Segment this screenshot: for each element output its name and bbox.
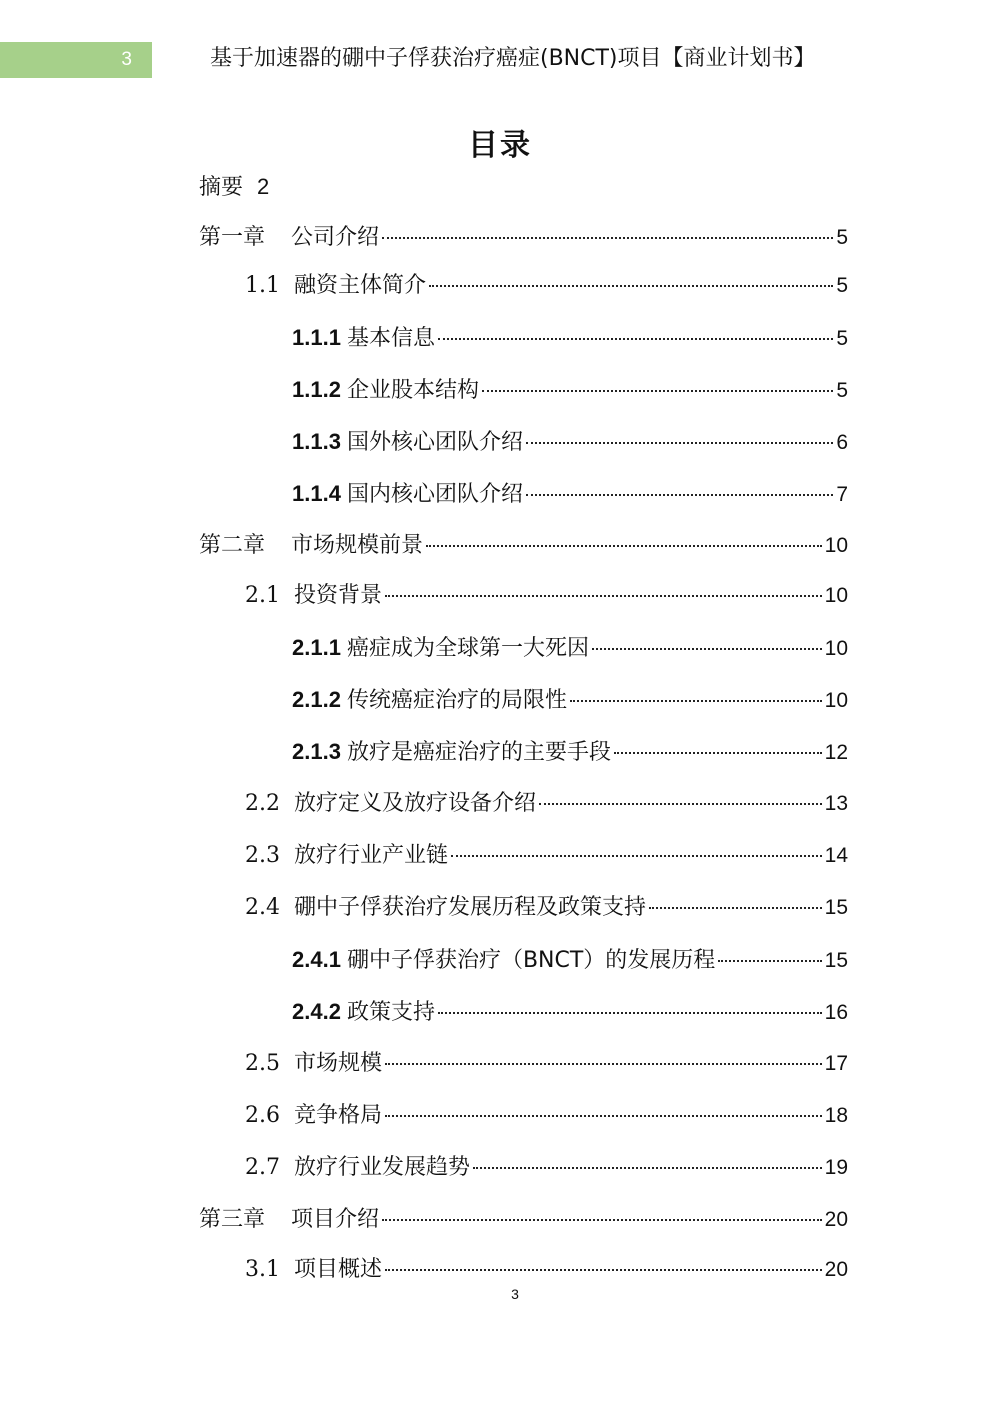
toc-entry[interactable]: [292, 996, 848, 1028]
toc-entry[interactable]: [245, 1152, 848, 1184]
toc-entry-number: 2.5: [245, 1051, 280, 1076]
toc-entry-number: 第二章: [199, 533, 266, 558]
toc-entry[interactable]: [245, 1100, 848, 1132]
toc-entry-title: 放疗定义及放疗设备介绍: [294, 791, 537, 816]
toc-entry-number: 摘要: [199, 175, 244, 200]
toc-dot-leader: [718, 960, 821, 962]
toc-dot-leader: [438, 338, 833, 340]
toc-entry-title: 竞争格局: [294, 1103, 383, 1128]
toc-entry-page: 5: [836, 274, 848, 297]
toc-dot-leader: [539, 803, 822, 805]
toc-entry-title: 2: [257, 174, 270, 199]
toc-entry[interactable]: [245, 1254, 848, 1286]
toc-entry-page: 20: [824, 1258, 848, 1281]
toc-entry[interactable]: [292, 736, 848, 768]
toc-entry[interactable]: [199, 171, 269, 203]
toc-entry-title: 公司介绍: [291, 225, 380, 250]
toc-entry[interactable]: [245, 788, 848, 820]
toc-entry[interactable]: [245, 270, 848, 302]
toc-entry-title: 放疗是癌症治疗的主要手段: [346, 740, 611, 765]
toc-entry-number: 第三章: [199, 1207, 266, 1232]
toc-entry-number: 1.1: [245, 273, 280, 298]
toc-entry-title: 政策支持: [346, 1000, 435, 1025]
toc-entry-page: 19: [824, 1156, 848, 1179]
toc-entry-number: 2.2: [245, 791, 280, 816]
toc-entry-title: 企业股本结构: [346, 378, 479, 403]
toc-entry-number: 2.3: [245, 843, 280, 868]
toc-entry-number: 1.1.1: [292, 325, 341, 350]
toc-entry[interactable]: [199, 530, 848, 562]
toc-entry-page: 15: [824, 949, 848, 972]
toc-entry-number: 2.4.2: [292, 999, 341, 1024]
toc-dot-leader: [592, 648, 822, 650]
toc-dot-leader: [385, 1115, 822, 1117]
toc-entry-title: 基本信息: [346, 326, 435, 351]
toc-entry[interactable]: [245, 580, 848, 612]
toc-entry-number: 2.6: [245, 1103, 280, 1128]
toc-entry-title: 癌症成为全球第一大死因: [346, 636, 589, 661]
toc-entry[interactable]: [199, 1204, 848, 1236]
toc-entry-title: 项目概述: [294, 1257, 383, 1282]
toc-dot-leader: [385, 595, 822, 597]
toc-entry-number: 2.1.1: [292, 635, 341, 660]
toc-entry-page: 5: [836, 327, 848, 350]
toc-entry-page: 17: [824, 1052, 848, 1075]
toc-entry-page: 7: [836, 483, 848, 506]
toc-entry-number: 2.4: [245, 895, 280, 920]
toc-dot-leader: [426, 545, 822, 547]
header-title: 基于加速器的硼中子俘获治疗癌症(BNCT)项目【商业计划书】: [210, 46, 816, 71]
toc-entry-page: 13: [824, 792, 848, 815]
toc-dot-leader: [382, 1219, 822, 1221]
toc-dot-leader: [451, 855, 822, 857]
toc-entry-number: 2.1: [245, 583, 280, 608]
toc-entry-page: 6: [836, 431, 848, 454]
toc-entry-page: 5: [836, 226, 848, 249]
toc-entry[interactable]: [292, 322, 848, 354]
toc-entry-title: 融资主体简介: [294, 273, 427, 298]
toc-dot-leader: [385, 1063, 822, 1065]
toc-title: 目录: [468, 128, 532, 163]
footer-page-number: 3: [511, 1286, 519, 1302]
toc-entry[interactable]: [292, 632, 848, 664]
toc-entry[interactable]: [199, 222, 848, 254]
toc-entry-title: 市场规模: [294, 1051, 383, 1076]
toc-dot-leader: [438, 1012, 822, 1014]
toc-entry-title: 放疗行业产业链: [294, 843, 449, 868]
toc-entry-number: 2.7: [245, 1155, 280, 1180]
toc-entry-number: 2.4.1: [292, 947, 341, 972]
toc-entry[interactable]: [292, 374, 848, 406]
toc-entry-page: 16: [824, 1001, 848, 1024]
toc-dot-leader: [482, 390, 833, 392]
toc-entry-page: 10: [824, 689, 848, 712]
toc-entry-page: 14: [824, 844, 848, 867]
toc-entry[interactable]: [292, 684, 848, 716]
toc-dot-leader: [429, 285, 833, 287]
toc-entry-title: 硼中子俘获治疗（BNCT）的发展历程: [346, 948, 716, 973]
toc-entry-title: 放疗行业发展趋势: [294, 1155, 471, 1180]
toc-entry-page: 10: [824, 534, 848, 557]
toc-entry-number: 3.1: [245, 1257, 280, 1282]
toc-entry-title: 项目介绍: [291, 1207, 380, 1232]
toc-entry[interactable]: [292, 426, 848, 458]
toc-entry-number: 2.1.2: [292, 687, 341, 712]
toc-entry[interactable]: [245, 892, 848, 924]
toc-entry-number: 1.1.4: [292, 481, 341, 506]
toc-entry[interactable]: [245, 1048, 848, 1080]
toc-entry-number: 2.1.3: [292, 739, 341, 764]
toc-entry-title: 国内核心团队介绍: [346, 482, 523, 507]
toc-dot-leader: [382, 237, 833, 239]
header-page-number: 3: [121, 49, 132, 70]
toc-entry[interactable]: [292, 944, 848, 976]
toc-dot-leader: [473, 1167, 822, 1169]
toc-entry[interactable]: [245, 840, 848, 872]
toc-entry-number: 第一章: [199, 225, 266, 250]
toc-entry-title: 传统癌症治疗的局限性: [346, 688, 567, 713]
toc-entry-page: 20: [824, 1208, 848, 1231]
toc-entry-title: 投资背景: [294, 583, 383, 608]
toc-entry-page: 15: [824, 896, 848, 919]
toc-entry-page: 18: [824, 1104, 848, 1127]
toc-entry-page: 10: [824, 584, 848, 607]
toc-entry-number: 1.1.3: [292, 429, 341, 454]
toc-entry-page: 12: [824, 741, 848, 764]
toc-dot-leader: [526, 442, 833, 444]
toc-dot-leader: [385, 1269, 822, 1271]
toc-entry-title: 硼中子俘获治疗发展历程及政策支持: [294, 895, 647, 920]
toc-entry-page: 5: [836, 379, 848, 402]
toc-dot-leader: [614, 752, 822, 754]
toc-entry-title: 市场规模前景: [291, 533, 424, 558]
toc-dot-leader: [649, 907, 822, 909]
toc-entry[interactable]: [292, 478, 848, 510]
toc-dot-leader: [570, 700, 822, 702]
toc-dot-leader: [526, 494, 833, 496]
toc-entry-page: 10: [824, 637, 848, 660]
toc-entry-title: 国外核心团队介绍: [346, 430, 523, 455]
toc-entry-number: 1.1.2: [292, 377, 341, 402]
